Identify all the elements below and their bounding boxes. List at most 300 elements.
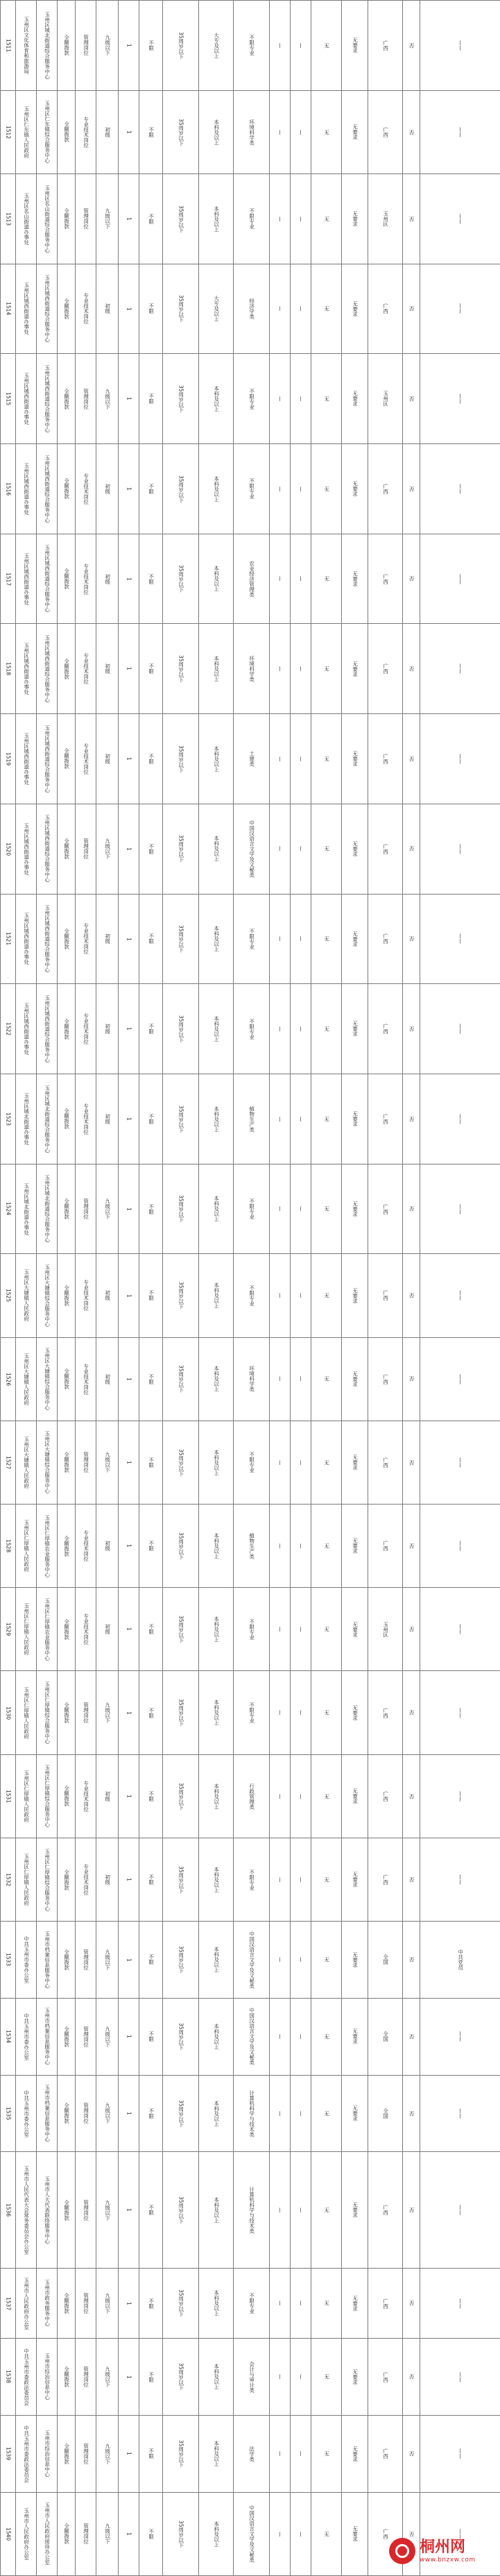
table-cell: —	[291, 1421, 311, 1504]
table-cell: 全国	[368, 1998, 403, 2075]
table-cell: 植物生产类	[234, 1074, 270, 1164]
table-cell: 不限	[139, 1588, 163, 1671]
table-cell: 管理岗位	[76, 2075, 96, 2152]
table-cell: —	[270, 2075, 291, 2152]
table-row	[1, 1337, 500, 1421]
table-cell: 无	[311, 1754, 342, 1838]
table-cell: 不限专业	[234, 1838, 270, 1921]
table-cell: 玉州区城西街道办事处	[16, 264, 37, 354]
table-cell: —	[291, 1074, 311, 1164]
table-cell: 广西	[368, 90, 403, 173]
table-cell: 否	[403, 354, 420, 444]
table-cell: 九级以下	[96, 804, 119, 894]
table-cell: ——	[420, 1421, 500, 1504]
table-cell: ——	[420, 173, 500, 264]
table-cell: 全额拨款	[58, 444, 76, 534]
table-cell: 中共玉州市委政法委员会	[16, 2339, 37, 2416]
table-cell: 初级	[96, 1838, 119, 1921]
table-cell: 否	[403, 1588, 420, 1671]
table-cell: 初级	[96, 714, 119, 804]
table-cell: 不限	[139, 1838, 163, 1921]
table-cell: 35周岁以下	[163, 984, 199, 1074]
table-cell: 管理岗位	[76, 354, 96, 444]
table-cell: 无	[311, 1505, 342, 1588]
table-cell: 35周岁以下	[163, 1421, 199, 1504]
table-cell: 不限	[139, 714, 163, 804]
table-cell: —	[270, 534, 291, 624]
table-cell: 广西	[368, 444, 403, 534]
table-cell: 全额拨款	[58, 1754, 76, 1838]
table-cell: —	[270, 2492, 291, 2575]
table-cell: ——	[420, 1337, 500, 1421]
table-cell: 广西	[368, 1505, 403, 1588]
table-row	[1, 2415, 500, 2492]
table-cell: 不限	[139, 1421, 163, 1504]
table-cell: 广西	[368, 2492, 403, 2575]
table-cell: 无要求	[342, 2415, 368, 2492]
table-cell: 全额拨款	[58, 984, 76, 1074]
table-cell: 否	[403, 1671, 420, 1754]
table-cell: 全额拨款	[58, 90, 76, 173]
table-cell: ——	[420, 2415, 500, 2492]
table-cell: ——	[420, 804, 500, 894]
table-cell: 35周岁以下	[163, 714, 199, 804]
table-cell: 否	[403, 714, 420, 804]
table-cell: 中共玉州市委办公室	[16, 2075, 37, 2152]
table-row	[1, 1505, 500, 1588]
table-cell: 无要求	[342, 2268, 368, 2338]
table-cell: 本科及以上	[199, 90, 234, 173]
table-cell: 全额拨款	[58, 1922, 76, 1999]
table-cell: 本科及以上	[199, 444, 234, 534]
table-cell: 玉州区城西街道办事处	[16, 714, 37, 804]
table-cell: 玉州区城西街道办事处	[16, 984, 37, 1074]
table-cell: 全额拨款	[58, 2268, 76, 2338]
table-cell: —	[270, 1671, 291, 1754]
table-cell: 专业技术岗位	[76, 1838, 96, 1921]
table-cell: 专业技术岗位	[76, 624, 96, 714]
table-cell: 无要求	[342, 1838, 368, 1921]
table-cell: —	[270, 2268, 291, 2338]
table-cell: 全额拨款	[58, 2339, 76, 2416]
table-cell: 无要求	[342, 1164, 368, 1254]
table-cell: 无要求	[342, 354, 368, 444]
table-cell: 不限	[139, 1754, 163, 1838]
table-cell: 管理岗位	[76, 2415, 96, 2492]
table-cell: —	[291, 90, 311, 173]
table-cell: 专业技术岗位	[76, 1074, 96, 1164]
table-cell: 否	[403, 1337, 420, 1421]
table-cell: —	[291, 1254, 311, 1337]
table-cell: 全额拨款	[58, 1838, 76, 1921]
table-cell: —	[291, 1838, 311, 1921]
table-cell: 专业技术岗位	[76, 1254, 96, 1337]
table-cell: 不限	[139, 804, 163, 894]
table-cell: 不限	[139, 1671, 163, 1754]
table-cell: —	[270, 1588, 291, 1671]
table-cell: 1	[119, 1838, 139, 1921]
table-cell: 1	[119, 1, 139, 91]
table-cell: 专业技术岗位	[76, 90, 96, 173]
table-cell: 广西	[368, 984, 403, 1074]
table-cell: 专业技术岗位	[76, 534, 96, 624]
table-cell: 九级以下	[96, 173, 119, 264]
table-cell: 玉州区城北街道办事处	[16, 1074, 37, 1164]
table-cell: 1522	[1, 984, 16, 1074]
table-cell: 广西	[368, 1838, 403, 1921]
table-cell: 本科及以上	[199, 1671, 234, 1754]
table-cell: —	[291, 984, 311, 1074]
table-cell: 无要求	[342, 894, 368, 984]
table-cell: 中国汉语言文学及文秘类	[234, 1922, 270, 1999]
table-cell: 广西	[368, 624, 403, 714]
table-cell: 无要求	[342, 1998, 368, 2075]
table-cell: 玉州区文化体育和旅游局	[16, 1, 37, 91]
table-cell: —	[270, 1505, 291, 1588]
table-cell: —	[291, 1337, 311, 1421]
table-cell: —	[291, 1164, 311, 1254]
table-cell: 全额拨款	[58, 264, 76, 354]
table-row	[1, 1588, 500, 1671]
table-cell: 初级	[96, 1588, 119, 1671]
table-cell: 1	[119, 1505, 139, 1588]
table-cell: 本科及以上	[199, 1838, 234, 1921]
table-cell: 1	[119, 624, 139, 714]
table-cell: 初级	[96, 1074, 119, 1164]
table-cell: 无	[311, 1998, 342, 2075]
table-cell: 无	[311, 1164, 342, 1254]
table-cell: 专业技术岗位	[76, 264, 96, 354]
table-cell: 无	[311, 624, 342, 714]
table-cell: 专业技术岗位	[76, 894, 96, 984]
table-cell: 1513	[1, 173, 16, 264]
table-cell: 玉州市综治信息中心	[37, 2339, 58, 2416]
table-cell: 玉州区城西街道综合服务中心	[37, 894, 58, 984]
table-cell: 玉州区仁厚镇农业服务中心	[37, 1588, 58, 1671]
table-cell: 专业技术岗位	[76, 444, 96, 534]
table-cell: 本科及以上	[199, 1164, 234, 1254]
table-cell: 1	[119, 2415, 139, 2492]
table-cell: 玉州市人民代表大会常务委员会办公室	[16, 2152, 37, 2269]
table-cell: 本科及以上	[199, 1588, 234, 1671]
table-cell: 否	[403, 90, 420, 173]
table-cell: 广西	[368, 1337, 403, 1421]
table-cell: 广西	[368, 804, 403, 894]
table-cell: 本科及以上	[199, 1754, 234, 1838]
table-cell: 1515	[1, 354, 16, 444]
table-cell: 无	[311, 2339, 342, 2416]
table-row	[1, 804, 500, 894]
table-cell: 否	[403, 1254, 420, 1337]
table-cell: 大专及以上	[199, 264, 234, 354]
table-cell: 无	[311, 354, 342, 444]
table-cell: 玉州区城西街道办事处	[16, 894, 37, 984]
table-row	[1, 444, 500, 534]
table-cell: 专业技术岗位	[76, 1337, 96, 1421]
table-cell: 35周岁以下	[163, 1922, 199, 1999]
table-cell: ——	[420, 714, 500, 804]
table-cell: 无	[311, 984, 342, 1074]
table-cell: 初级	[96, 1505, 119, 1588]
table-cell: 经济学类	[234, 264, 270, 354]
table-cell: 否	[403, 2152, 420, 2269]
table-cell: ——	[420, 1671, 500, 1754]
table-cell: 无	[311, 714, 342, 804]
table-cell: —	[270, 1754, 291, 1838]
table-cell: 35周岁以下	[163, 1164, 199, 1254]
table-cell: 35周岁以下	[163, 173, 199, 264]
table-cell: 行政管理类	[234, 1754, 270, 1838]
table-cell: 九级以下	[96, 2268, 119, 2338]
table-cell: 否	[403, 534, 420, 624]
table-cell: 本科及以上	[199, 1998, 234, 2075]
table-cell: 不限	[139, 444, 163, 534]
table-cell: 不限专业	[234, 1254, 270, 1337]
table-cell: 玉州市档案信息服务中心	[37, 1922, 58, 1999]
table-cell: 无	[311, 1, 342, 91]
table-cell: 全额拨款	[58, 1588, 76, 1671]
table-cell: 大专及以上	[199, 1, 234, 91]
table-cell: ——	[420, 2075, 500, 2152]
table-cell: —	[291, 2152, 311, 2269]
table-cell: 无要求	[342, 1922, 368, 1999]
table-cell: 35周岁以下	[163, 354, 199, 444]
table-cell: 不限	[139, 984, 163, 1074]
table-cell: 1528	[1, 1505, 16, 1588]
table-cell: 35周岁以下	[163, 2075, 199, 2152]
table-cell: 1521	[1, 894, 16, 984]
table-cell: 否	[403, 804, 420, 894]
table-cell: 全额拨款	[58, 173, 76, 264]
table-cell: 1	[119, 354, 139, 444]
table-cell: 玉州区城西街道综合服务中心	[37, 714, 58, 804]
table-cell: 不限	[139, 2339, 163, 2416]
table-cell: 本科及以上	[199, 2415, 234, 2492]
table-cell: 1	[119, 1164, 139, 1254]
table-cell: 1514	[1, 264, 16, 354]
table-cell: 1	[119, 90, 139, 173]
table-cell: 35周岁以下	[163, 1588, 199, 1671]
table-cell: 玉州区城北街道办事处	[16, 1164, 37, 1254]
table-cell: 1	[119, 1254, 139, 1337]
table-cell: 计算机科学与技术类	[234, 2075, 270, 2152]
table-cell: 无	[311, 804, 342, 894]
table-cell: 全额拨款	[58, 1164, 76, 1254]
table-cell: 无要求	[342, 1074, 368, 1164]
table-cell: 35周岁以下	[163, 1671, 199, 1754]
table-cell: 无要求	[342, 1337, 368, 1421]
table-cell: 管理岗位	[76, 2152, 96, 2269]
table-cell: 本科及以上	[199, 1254, 234, 1337]
table-cell: 35周岁以下	[163, 90, 199, 173]
table-cell: 1535	[1, 2075, 16, 2152]
table-cell: 本科及以上	[199, 2075, 234, 2152]
table-cell: 本科及以上	[199, 624, 234, 714]
table-cell: 九级以下	[96, 1164, 119, 1254]
table-cell: 初级	[96, 444, 119, 534]
table-cell: 玉州区大塘镇人民政府	[16, 1421, 37, 1504]
table-cell: 35周岁以下	[163, 1254, 199, 1337]
table-cell: 初级	[96, 984, 119, 1074]
table-cell: 玉州区城北街道综合服务中心	[37, 1, 58, 91]
table-cell: 无要求	[342, 714, 368, 804]
table-cell: 1	[119, 2152, 139, 2269]
table-cell: 无要求	[342, 90, 368, 173]
table-cell: 本科及以上	[199, 2492, 234, 2575]
table-cell: 九级以下	[96, 1, 119, 91]
table-cell: 无要求	[342, 1671, 368, 1754]
table-cell: —	[270, 2415, 291, 2492]
table-cell: 本科及以上	[199, 1074, 234, 1164]
table-cell: 玉州区仁东镇人民政府	[16, 90, 37, 173]
table-cell: 不限	[139, 2492, 163, 2575]
table-cell: 35周岁以下	[163, 624, 199, 714]
table-cell: ——	[420, 1505, 500, 1588]
table-cell: 全额拨款	[58, 354, 76, 444]
table-cell: 1512	[1, 90, 16, 173]
table-cell: 九级以下	[96, 1922, 119, 1999]
table-cell: ——	[420, 984, 500, 1074]
table-cell: —	[270, 624, 291, 714]
table-cell: 玉州区仁厚镇综合服务中心	[37, 1838, 58, 1921]
table-cell: 广西	[368, 534, 403, 624]
table-cell: 玉州区大塘镇人民政府	[16, 1337, 37, 1421]
table-cell: 无要求	[342, 173, 368, 264]
table-cell: 初级	[96, 624, 119, 714]
table-cell: 否	[403, 1074, 420, 1164]
table-cell: ——	[420, 1074, 500, 1164]
table-cell: ——	[420, 444, 500, 534]
table-cell: 无	[311, 2268, 342, 2338]
table-cell: 35周岁以下	[163, 264, 199, 354]
table-cell: 全国	[368, 2075, 403, 2152]
table-cell: 1531	[1, 1754, 16, 1838]
table-cell: 无要求	[342, 1505, 368, 1588]
table-cell: 1533	[1, 1922, 16, 1999]
table-cell: 1	[119, 2075, 139, 2152]
table-cell: 管理岗位	[76, 1164, 96, 1254]
table-cell: —	[270, 1337, 291, 1421]
table-cell: 本科及以上	[199, 2152, 234, 2269]
table-cell: —	[291, 1922, 311, 1999]
table-row	[1, 173, 500, 264]
table-cell: 九级以下	[96, 1421, 119, 1504]
table-cell: —	[291, 2339, 311, 2416]
table-cell: 无要求	[342, 2492, 368, 2575]
table-row	[1, 1838, 500, 1921]
table-cell: 否	[403, 1754, 420, 1838]
table-row	[1, 354, 500, 444]
table-cell: 无	[311, 264, 342, 354]
table-row	[1, 2339, 500, 2416]
table-cell: ——	[420, 1254, 500, 1337]
table-cell: 管理岗位	[76, 1671, 96, 1754]
table-cell: 35周岁以下	[163, 1074, 199, 1164]
table-cell: 管理岗位	[76, 2268, 96, 2338]
table-cell: 否	[403, 1922, 420, 1999]
table-cell: 否	[403, 1421, 420, 1504]
table-cell: 不限	[139, 1, 163, 91]
table-cell: 无要求	[342, 534, 368, 624]
table-cell: 35周岁以下	[163, 2268, 199, 2338]
table-cell: 无	[311, 534, 342, 624]
table-cell: 玉州区城北街道综合服务中心	[37, 1164, 58, 1254]
table-cell: 1	[119, 1998, 139, 2075]
table-cell: —	[291, 624, 311, 714]
table-cell: 全额拨款	[58, 1998, 76, 2075]
table-cell: 不限	[139, 624, 163, 714]
table-cell: 玉州区城西街道综合服务中心	[37, 624, 58, 714]
table-cell: 中共玉州市委办公室	[16, 1922, 37, 1999]
table-cell: 无要求	[342, 1254, 368, 1337]
table-cell: 植物生产类	[234, 1505, 270, 1588]
table-cell: 玉州区	[368, 173, 403, 264]
table-row	[1, 264, 500, 354]
table-cell: 土建类	[234, 714, 270, 804]
table-cell: 玉州区仁厚镇人民政府	[16, 1505, 37, 1588]
table-cell: 35周岁以下	[163, 2415, 199, 2492]
table-cell: 35周岁以下	[163, 1505, 199, 1588]
table-cell: 玉州区城西街道综合服务中心	[37, 264, 58, 354]
table-cell: —	[270, 1074, 291, 1164]
table-cell: 1519	[1, 714, 16, 804]
table-cell: 玉州区城西街道办事处	[16, 624, 37, 714]
table-cell: —	[291, 1754, 311, 1838]
table-cell: 否	[403, 624, 420, 714]
table-cell: 本科及以上	[199, 1505, 234, 1588]
table-cell: —	[291, 534, 311, 624]
table-row	[1, 984, 500, 1074]
table-cell: 全额拨款	[58, 1, 76, 91]
table-cell: 不限专业	[234, 1421, 270, 1504]
table-cell: 全额拨款	[58, 1671, 76, 1754]
table-cell: 35周岁以下	[163, 1998, 199, 2075]
table-cell: 农业经济管理类	[234, 534, 270, 624]
table-cell: 1	[119, 444, 139, 534]
table-cell: 玉州区城西街道办事处	[16, 804, 37, 894]
table-cell: —	[291, 804, 311, 894]
table-cell: 35周岁以下	[163, 1754, 199, 1838]
table-cell: 1	[119, 714, 139, 804]
table-cell: 玉州区	[368, 1588, 403, 1671]
table-cell: 九级以下	[96, 1998, 119, 2075]
table-cell: 1538	[1, 2339, 16, 2416]
table-cell: 计算机科学与技术类	[234, 2152, 270, 2269]
table-cell: 管理岗位	[76, 1922, 96, 1999]
table-cell: 全额拨款	[58, 1337, 76, 1421]
table-cell: —	[270, 1998, 291, 2075]
table-cell: 1	[119, 1922, 139, 1999]
table-cell: 全额拨款	[58, 714, 76, 804]
table-cell: 无	[311, 1671, 342, 1754]
table-row	[1, 2152, 500, 2269]
table-cell: 本科及以上	[199, 2339, 234, 2416]
table-cell: 不限	[139, 354, 163, 444]
table-cell: 玉州区名山街道综合服务中心	[37, 173, 58, 264]
table-cell: ——	[420, 354, 500, 444]
table-cell: 玉州区仁厚镇人民政府	[16, 1754, 37, 1838]
table-cell: ——	[420, 1, 500, 91]
table-row	[1, 714, 500, 804]
table-cell: 不限专业	[234, 444, 270, 534]
table-cell: 九级以下	[96, 2152, 119, 2269]
table-row	[1, 624, 500, 714]
table-cell: —	[270, 1922, 291, 1999]
table-cell: 玉州市档案信息服务中心	[37, 1998, 58, 2075]
table-cell: —	[270, 173, 291, 264]
table-cell: 1523	[1, 1074, 16, 1164]
table-cell: 玉州区城西街道办事处	[16, 444, 37, 534]
